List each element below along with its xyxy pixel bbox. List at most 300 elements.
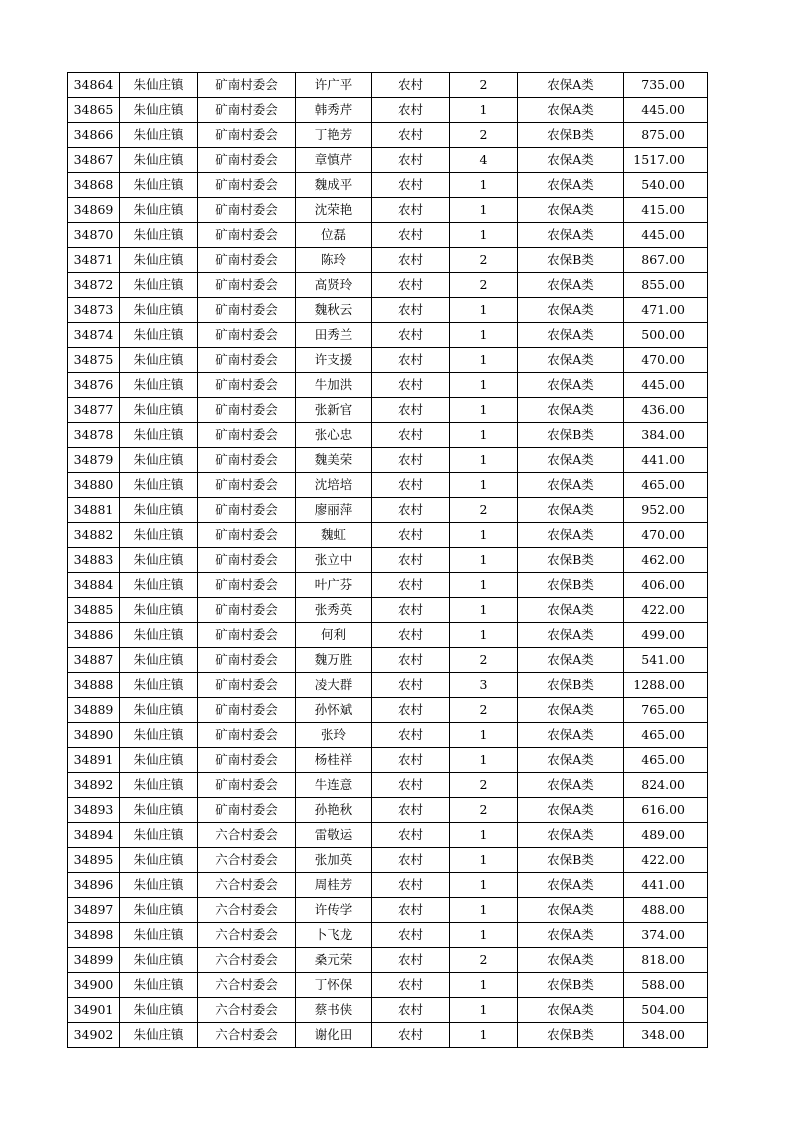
table-row bbox=[68, 523, 708, 548]
name-cell: 蔡书侠 bbox=[296, 998, 372, 1023]
village-committee-cell: 六合村委会 bbox=[198, 1023, 296, 1048]
amount-cell: 1517.00 bbox=[624, 148, 708, 173]
table-row bbox=[68, 873, 708, 898]
village-committee-cell: 矿南村委会 bbox=[198, 573, 296, 598]
household-count-cell: 1 bbox=[450, 198, 518, 223]
village-committee-cell: 矿南村委会 bbox=[198, 98, 296, 123]
area-type-cell: 农村 bbox=[372, 448, 450, 473]
amount-cell: 465.00 bbox=[624, 748, 708, 773]
village-committee-cell: 矿南村委会 bbox=[198, 398, 296, 423]
table-row bbox=[68, 148, 708, 173]
table-row bbox=[68, 273, 708, 298]
town-cell: 朱仙庄镇 bbox=[120, 248, 198, 273]
village-committee-cell: 矿南村委会 bbox=[198, 773, 296, 798]
name-cell: 廖丽萍 bbox=[296, 498, 372, 523]
household-count-cell: 1 bbox=[450, 473, 518, 498]
area-type-cell: 农村 bbox=[372, 648, 450, 673]
amount-cell: 735.00 bbox=[624, 73, 708, 98]
name-cell: 雷敬运 bbox=[296, 823, 372, 848]
town-cell: 朱仙庄镇 bbox=[120, 398, 198, 423]
household-count-cell: 1 bbox=[450, 873, 518, 898]
village-committee-cell: 矿南村委会 bbox=[198, 523, 296, 548]
record-id-cell: 34888 bbox=[68, 673, 120, 698]
household-count-cell: 1 bbox=[450, 373, 518, 398]
category-cell: 农保B类 bbox=[518, 548, 624, 573]
town-cell: 朱仙庄镇 bbox=[120, 723, 198, 748]
household-count-cell: 1 bbox=[450, 423, 518, 448]
record-id-cell: 34886 bbox=[68, 623, 120, 648]
village-committee-cell: 矿南村委会 bbox=[198, 298, 296, 323]
town-cell: 朱仙庄镇 bbox=[120, 198, 198, 223]
table-row bbox=[68, 948, 708, 973]
amount-cell: 441.00 bbox=[624, 448, 708, 473]
area-type-cell: 农村 bbox=[372, 848, 450, 873]
record-id-cell: 34889 bbox=[68, 698, 120, 723]
amount-cell: 384.00 bbox=[624, 423, 708, 448]
table-row bbox=[68, 1023, 708, 1048]
amount-cell: 818.00 bbox=[624, 948, 708, 973]
name-cell: 张加英 bbox=[296, 848, 372, 873]
household-count-cell: 2 bbox=[450, 798, 518, 823]
amount-cell: 500.00 bbox=[624, 323, 708, 348]
amount-cell: 499.00 bbox=[624, 623, 708, 648]
name-cell: 魏万胜 bbox=[296, 648, 372, 673]
amount-cell: 765.00 bbox=[624, 698, 708, 723]
category-cell: 农保B类 bbox=[518, 423, 624, 448]
village-committee-cell: 矿南村委会 bbox=[198, 248, 296, 273]
town-cell: 朱仙庄镇 bbox=[120, 148, 198, 173]
amount-cell: 471.00 bbox=[624, 298, 708, 323]
amount-cell: 465.00 bbox=[624, 473, 708, 498]
table-row bbox=[68, 598, 708, 623]
village-committee-cell: 矿南村委会 bbox=[198, 698, 296, 723]
record-id-cell: 34900 bbox=[68, 973, 120, 998]
table-row bbox=[68, 298, 708, 323]
category-cell: 农保A类 bbox=[518, 998, 624, 1023]
village-committee-cell: 六合村委会 bbox=[198, 898, 296, 923]
record-id-cell: 34882 bbox=[68, 523, 120, 548]
village-committee-cell: 矿南村委会 bbox=[198, 598, 296, 623]
area-type-cell: 农村 bbox=[372, 548, 450, 573]
village-committee-cell: 矿南村委会 bbox=[198, 198, 296, 223]
amount-cell: 867.00 bbox=[624, 248, 708, 273]
amount-cell: 445.00 bbox=[624, 373, 708, 398]
name-cell: 许支援 bbox=[296, 348, 372, 373]
name-cell: 孙艳秋 bbox=[296, 798, 372, 823]
category-cell: 农保A类 bbox=[518, 798, 624, 823]
name-cell: 杨桂祥 bbox=[296, 748, 372, 773]
household-count-cell: 2 bbox=[450, 948, 518, 973]
village-committee-cell: 矿南村委会 bbox=[198, 498, 296, 523]
town-cell: 朱仙庄镇 bbox=[120, 98, 198, 123]
village-committee-cell: 矿南村委会 bbox=[198, 748, 296, 773]
name-cell: 周桂芳 bbox=[296, 873, 372, 898]
amount-cell: 436.00 bbox=[624, 398, 708, 423]
village-committee-cell: 矿南村委会 bbox=[198, 373, 296, 398]
town-cell: 朱仙庄镇 bbox=[120, 323, 198, 348]
amount-cell: 415.00 bbox=[624, 198, 708, 223]
record-id-cell: 34874 bbox=[68, 323, 120, 348]
town-cell: 朱仙庄镇 bbox=[120, 448, 198, 473]
category-cell: 农保A类 bbox=[518, 398, 624, 423]
name-cell: 孙怀斌 bbox=[296, 698, 372, 723]
household-count-cell: 1 bbox=[450, 598, 518, 623]
area-type-cell: 农村 bbox=[372, 998, 450, 1023]
household-count-cell: 1 bbox=[450, 723, 518, 748]
name-cell: 张心忠 bbox=[296, 423, 372, 448]
area-type-cell: 农村 bbox=[372, 948, 450, 973]
category-cell: 农保A类 bbox=[518, 698, 624, 723]
category-cell: 农保A类 bbox=[518, 623, 624, 648]
area-type-cell: 农村 bbox=[372, 148, 450, 173]
record-id-cell: 34880 bbox=[68, 473, 120, 498]
household-count-cell: 3 bbox=[450, 673, 518, 698]
village-committee-cell: 矿南村委会 bbox=[198, 473, 296, 498]
record-id-cell: 34867 bbox=[68, 148, 120, 173]
household-count-cell: 1 bbox=[450, 173, 518, 198]
town-cell: 朱仙庄镇 bbox=[120, 498, 198, 523]
amount-cell: 422.00 bbox=[624, 848, 708, 873]
household-count-cell: 2 bbox=[450, 648, 518, 673]
category-cell: 农保A类 bbox=[518, 823, 624, 848]
area-type-cell: 农村 bbox=[372, 123, 450, 148]
village-committee-cell: 六合村委会 bbox=[198, 973, 296, 998]
town-cell: 朱仙庄镇 bbox=[120, 698, 198, 723]
village-committee-cell: 矿南村委会 bbox=[198, 223, 296, 248]
area-type-cell: 农村 bbox=[372, 623, 450, 648]
amount-cell: 824.00 bbox=[624, 773, 708, 798]
village-committee-cell: 矿南村委会 bbox=[198, 648, 296, 673]
area-type-cell: 农村 bbox=[372, 1023, 450, 1048]
category-cell: 农保A类 bbox=[518, 148, 624, 173]
area-type-cell: 农村 bbox=[372, 298, 450, 323]
table-row bbox=[68, 848, 708, 873]
category-cell: 农保B类 bbox=[518, 848, 624, 873]
amount-cell: 445.00 bbox=[624, 98, 708, 123]
town-cell: 朱仙庄镇 bbox=[120, 948, 198, 973]
amount-cell: 374.00 bbox=[624, 923, 708, 948]
area-type-cell: 农村 bbox=[372, 473, 450, 498]
area-type-cell: 农村 bbox=[372, 273, 450, 298]
amount-cell: 952.00 bbox=[624, 498, 708, 523]
category-cell: 农保A类 bbox=[518, 473, 624, 498]
table-row bbox=[68, 98, 708, 123]
area-type-cell: 农村 bbox=[372, 773, 450, 798]
category-cell: 农保A类 bbox=[518, 448, 624, 473]
category-cell: 农保B类 bbox=[518, 123, 624, 148]
town-cell: 朱仙庄镇 bbox=[120, 548, 198, 573]
name-cell: 章慎芹 bbox=[296, 148, 372, 173]
town-cell: 朱仙庄镇 bbox=[120, 423, 198, 448]
town-cell: 朱仙庄镇 bbox=[120, 773, 198, 798]
village-committee-cell: 矿南村委会 bbox=[198, 673, 296, 698]
household-count-cell: 1 bbox=[450, 323, 518, 348]
table-row bbox=[68, 248, 708, 273]
village-committee-cell: 六合村委会 bbox=[198, 948, 296, 973]
town-cell: 朱仙庄镇 bbox=[120, 873, 198, 898]
table-row bbox=[68, 573, 708, 598]
table-row bbox=[68, 773, 708, 798]
table-row bbox=[68, 923, 708, 948]
record-id-cell: 34869 bbox=[68, 198, 120, 223]
category-cell: 农保A类 bbox=[518, 773, 624, 798]
household-count-cell: 1 bbox=[450, 973, 518, 998]
table-row bbox=[68, 798, 708, 823]
category-cell: 农保B类 bbox=[518, 248, 624, 273]
category-cell: 农保A类 bbox=[518, 348, 624, 373]
table-row bbox=[68, 998, 708, 1023]
area-type-cell: 农村 bbox=[372, 798, 450, 823]
category-cell: 农保B类 bbox=[518, 573, 624, 598]
amount-cell: 441.00 bbox=[624, 873, 708, 898]
area-type-cell: 农村 bbox=[372, 373, 450, 398]
amount-cell: 1288.00 bbox=[624, 673, 708, 698]
table-row bbox=[68, 173, 708, 198]
name-cell: 张新官 bbox=[296, 398, 372, 423]
record-id-cell: 34876 bbox=[68, 373, 120, 398]
amount-cell: 855.00 bbox=[624, 273, 708, 298]
category-cell: 农保A类 bbox=[518, 723, 624, 748]
amount-cell: 422.00 bbox=[624, 598, 708, 623]
village-committee-cell: 矿南村委会 bbox=[198, 548, 296, 573]
table-row bbox=[68, 648, 708, 673]
table-row bbox=[68, 498, 708, 523]
table-row bbox=[68, 198, 708, 223]
area-type-cell: 农村 bbox=[372, 398, 450, 423]
record-id-cell: 34864 bbox=[68, 73, 120, 98]
town-cell: 朱仙庄镇 bbox=[120, 523, 198, 548]
table-row bbox=[68, 348, 708, 373]
amount-cell: 541.00 bbox=[624, 648, 708, 673]
name-cell: 魏虹 bbox=[296, 523, 372, 548]
name-cell: 陈玲 bbox=[296, 248, 372, 273]
amount-cell: 445.00 bbox=[624, 223, 708, 248]
town-cell: 朱仙庄镇 bbox=[120, 173, 198, 198]
household-count-cell: 1 bbox=[450, 548, 518, 573]
record-id-cell: 34873 bbox=[68, 298, 120, 323]
record-id-cell: 34865 bbox=[68, 98, 120, 123]
village-committee-cell: 六合村委会 bbox=[198, 873, 296, 898]
records-table bbox=[67, 72, 708, 1048]
household-count-cell: 1 bbox=[450, 348, 518, 373]
area-type-cell: 农村 bbox=[372, 673, 450, 698]
record-id-cell: 34872 bbox=[68, 273, 120, 298]
household-count-cell: 2 bbox=[450, 273, 518, 298]
amount-cell: 540.00 bbox=[624, 173, 708, 198]
table-row bbox=[68, 698, 708, 723]
name-cell: 田秀兰 bbox=[296, 323, 372, 348]
category-cell: 农保B类 bbox=[518, 1023, 624, 1048]
record-id-cell: 34875 bbox=[68, 348, 120, 373]
area-type-cell: 农村 bbox=[372, 198, 450, 223]
area-type-cell: 农村 bbox=[372, 523, 450, 548]
category-cell: 农保A类 bbox=[518, 198, 624, 223]
area-type-cell: 农村 bbox=[372, 223, 450, 248]
village-committee-cell: 矿南村委会 bbox=[198, 623, 296, 648]
name-cell: 凌大群 bbox=[296, 673, 372, 698]
amount-cell: 406.00 bbox=[624, 573, 708, 598]
table-body bbox=[68, 73, 708, 1048]
name-cell: 沈培培 bbox=[296, 473, 372, 498]
area-type-cell: 农村 bbox=[372, 723, 450, 748]
area-type-cell: 农村 bbox=[372, 923, 450, 948]
name-cell: 魏美荣 bbox=[296, 448, 372, 473]
village-committee-cell: 矿南村委会 bbox=[198, 448, 296, 473]
record-id-cell: 34879 bbox=[68, 448, 120, 473]
household-count-cell: 2 bbox=[450, 498, 518, 523]
name-cell: 张玲 bbox=[296, 723, 372, 748]
household-count-cell: 1 bbox=[450, 448, 518, 473]
record-id-cell: 34885 bbox=[68, 598, 120, 623]
table-row bbox=[68, 373, 708, 398]
town-cell: 朱仙庄镇 bbox=[120, 73, 198, 98]
village-committee-cell: 矿南村委会 bbox=[198, 173, 296, 198]
name-cell: 魏秋云 bbox=[296, 298, 372, 323]
category-cell: 农保A类 bbox=[518, 648, 624, 673]
area-type-cell: 农村 bbox=[372, 748, 450, 773]
town-cell: 朱仙庄镇 bbox=[120, 1023, 198, 1048]
table-row bbox=[68, 323, 708, 348]
category-cell: 农保A类 bbox=[518, 948, 624, 973]
table-row bbox=[68, 748, 708, 773]
village-committee-cell: 矿南村委会 bbox=[198, 323, 296, 348]
record-id-cell: 34902 bbox=[68, 1023, 120, 1048]
table-row bbox=[68, 723, 708, 748]
town-cell: 朱仙庄镇 bbox=[120, 823, 198, 848]
record-id-cell: 34901 bbox=[68, 998, 120, 1023]
table-row bbox=[68, 823, 708, 848]
area-type-cell: 农村 bbox=[372, 573, 450, 598]
town-cell: 朱仙庄镇 bbox=[120, 848, 198, 873]
amount-cell: 462.00 bbox=[624, 548, 708, 573]
table-row bbox=[68, 398, 708, 423]
table-row bbox=[68, 898, 708, 923]
town-cell: 朱仙庄镇 bbox=[120, 673, 198, 698]
name-cell: 何利 bbox=[296, 623, 372, 648]
amount-cell: 465.00 bbox=[624, 723, 708, 748]
household-count-cell: 1 bbox=[450, 1023, 518, 1048]
category-cell: 农保A类 bbox=[518, 598, 624, 623]
household-count-cell: 1 bbox=[450, 748, 518, 773]
amount-cell: 875.00 bbox=[624, 123, 708, 148]
record-id-cell: 34898 bbox=[68, 923, 120, 948]
record-id-cell: 34899 bbox=[68, 948, 120, 973]
household-count-cell: 1 bbox=[450, 98, 518, 123]
name-cell: 卜飞龙 bbox=[296, 923, 372, 948]
category-cell: 农保A类 bbox=[518, 173, 624, 198]
table-row bbox=[68, 473, 708, 498]
household-count-cell: 1 bbox=[450, 823, 518, 848]
village-committee-cell: 矿南村委会 bbox=[198, 798, 296, 823]
category-cell: 农保A类 bbox=[518, 523, 624, 548]
amount-cell: 616.00 bbox=[624, 798, 708, 823]
village-committee-cell: 六合村委会 bbox=[198, 998, 296, 1023]
category-cell: 农保A类 bbox=[518, 98, 624, 123]
area-type-cell: 农村 bbox=[372, 173, 450, 198]
table-row bbox=[68, 423, 708, 448]
area-type-cell: 农村 bbox=[372, 98, 450, 123]
town-cell: 朱仙庄镇 bbox=[120, 648, 198, 673]
village-committee-cell: 矿南村委会 bbox=[198, 423, 296, 448]
category-cell: 农保B类 bbox=[518, 673, 624, 698]
category-cell: 农保A类 bbox=[518, 298, 624, 323]
village-committee-cell: 矿南村委会 bbox=[198, 273, 296, 298]
category-cell: 农保A类 bbox=[518, 498, 624, 523]
name-cell: 张立中 bbox=[296, 548, 372, 573]
area-type-cell: 农村 bbox=[372, 898, 450, 923]
category-cell: 农保A类 bbox=[518, 323, 624, 348]
name-cell: 高贤玲 bbox=[296, 273, 372, 298]
name-cell: 丁艳芳 bbox=[296, 123, 372, 148]
table-row bbox=[68, 223, 708, 248]
category-cell: 农保A类 bbox=[518, 873, 624, 898]
name-cell: 许传学 bbox=[296, 898, 372, 923]
household-count-cell: 1 bbox=[450, 573, 518, 598]
category-cell: 农保A类 bbox=[518, 898, 624, 923]
town-cell: 朱仙庄镇 bbox=[120, 798, 198, 823]
table-row bbox=[68, 123, 708, 148]
town-cell: 朱仙庄镇 bbox=[120, 123, 198, 148]
record-id-cell: 34866 bbox=[68, 123, 120, 148]
record-id-cell: 34870 bbox=[68, 223, 120, 248]
category-cell: 农保A类 bbox=[518, 273, 624, 298]
town-cell: 朱仙庄镇 bbox=[120, 598, 198, 623]
record-id-cell: 34871 bbox=[68, 248, 120, 273]
town-cell: 朱仙庄镇 bbox=[120, 223, 198, 248]
area-type-cell: 农村 bbox=[372, 598, 450, 623]
household-count-cell: 2 bbox=[450, 123, 518, 148]
record-id-cell: 34893 bbox=[68, 798, 120, 823]
amount-cell: 348.00 bbox=[624, 1023, 708, 1048]
household-count-cell: 2 bbox=[450, 73, 518, 98]
area-type-cell: 农村 bbox=[372, 423, 450, 448]
amount-cell: 489.00 bbox=[624, 823, 708, 848]
name-cell: 丁怀保 bbox=[296, 973, 372, 998]
record-id-cell: 34892 bbox=[68, 773, 120, 798]
category-cell: 农保A类 bbox=[518, 923, 624, 948]
household-count-cell: 1 bbox=[450, 898, 518, 923]
name-cell: 谢化田 bbox=[296, 1023, 372, 1048]
table-row bbox=[68, 623, 708, 648]
village-committee-cell: 六合村委会 bbox=[198, 923, 296, 948]
town-cell: 朱仙庄镇 bbox=[120, 273, 198, 298]
name-cell: 牛连意 bbox=[296, 773, 372, 798]
town-cell: 朱仙庄镇 bbox=[120, 748, 198, 773]
area-type-cell: 农村 bbox=[372, 248, 450, 273]
household-count-cell: 1 bbox=[450, 923, 518, 948]
category-cell: 农保A类 bbox=[518, 373, 624, 398]
table-row bbox=[68, 673, 708, 698]
village-committee-cell: 六合村委会 bbox=[198, 848, 296, 873]
area-type-cell: 农村 bbox=[372, 973, 450, 998]
town-cell: 朱仙庄镇 bbox=[120, 473, 198, 498]
area-type-cell: 农村 bbox=[372, 698, 450, 723]
household-count-cell: 1 bbox=[450, 523, 518, 548]
record-id-cell: 34894 bbox=[68, 823, 120, 848]
household-count-cell: 4 bbox=[450, 148, 518, 173]
town-cell: 朱仙庄镇 bbox=[120, 998, 198, 1023]
household-count-cell: 1 bbox=[450, 623, 518, 648]
town-cell: 朱仙庄镇 bbox=[120, 573, 198, 598]
record-id-cell: 34897 bbox=[68, 898, 120, 923]
town-cell: 朱仙庄镇 bbox=[120, 348, 198, 373]
record-id-cell: 34868 bbox=[68, 173, 120, 198]
village-committee-cell: 矿南村委会 bbox=[198, 148, 296, 173]
amount-cell: 470.00 bbox=[624, 348, 708, 373]
area-type-cell: 农村 bbox=[372, 73, 450, 98]
name-cell: 位磊 bbox=[296, 223, 372, 248]
amount-cell: 504.00 bbox=[624, 998, 708, 1023]
